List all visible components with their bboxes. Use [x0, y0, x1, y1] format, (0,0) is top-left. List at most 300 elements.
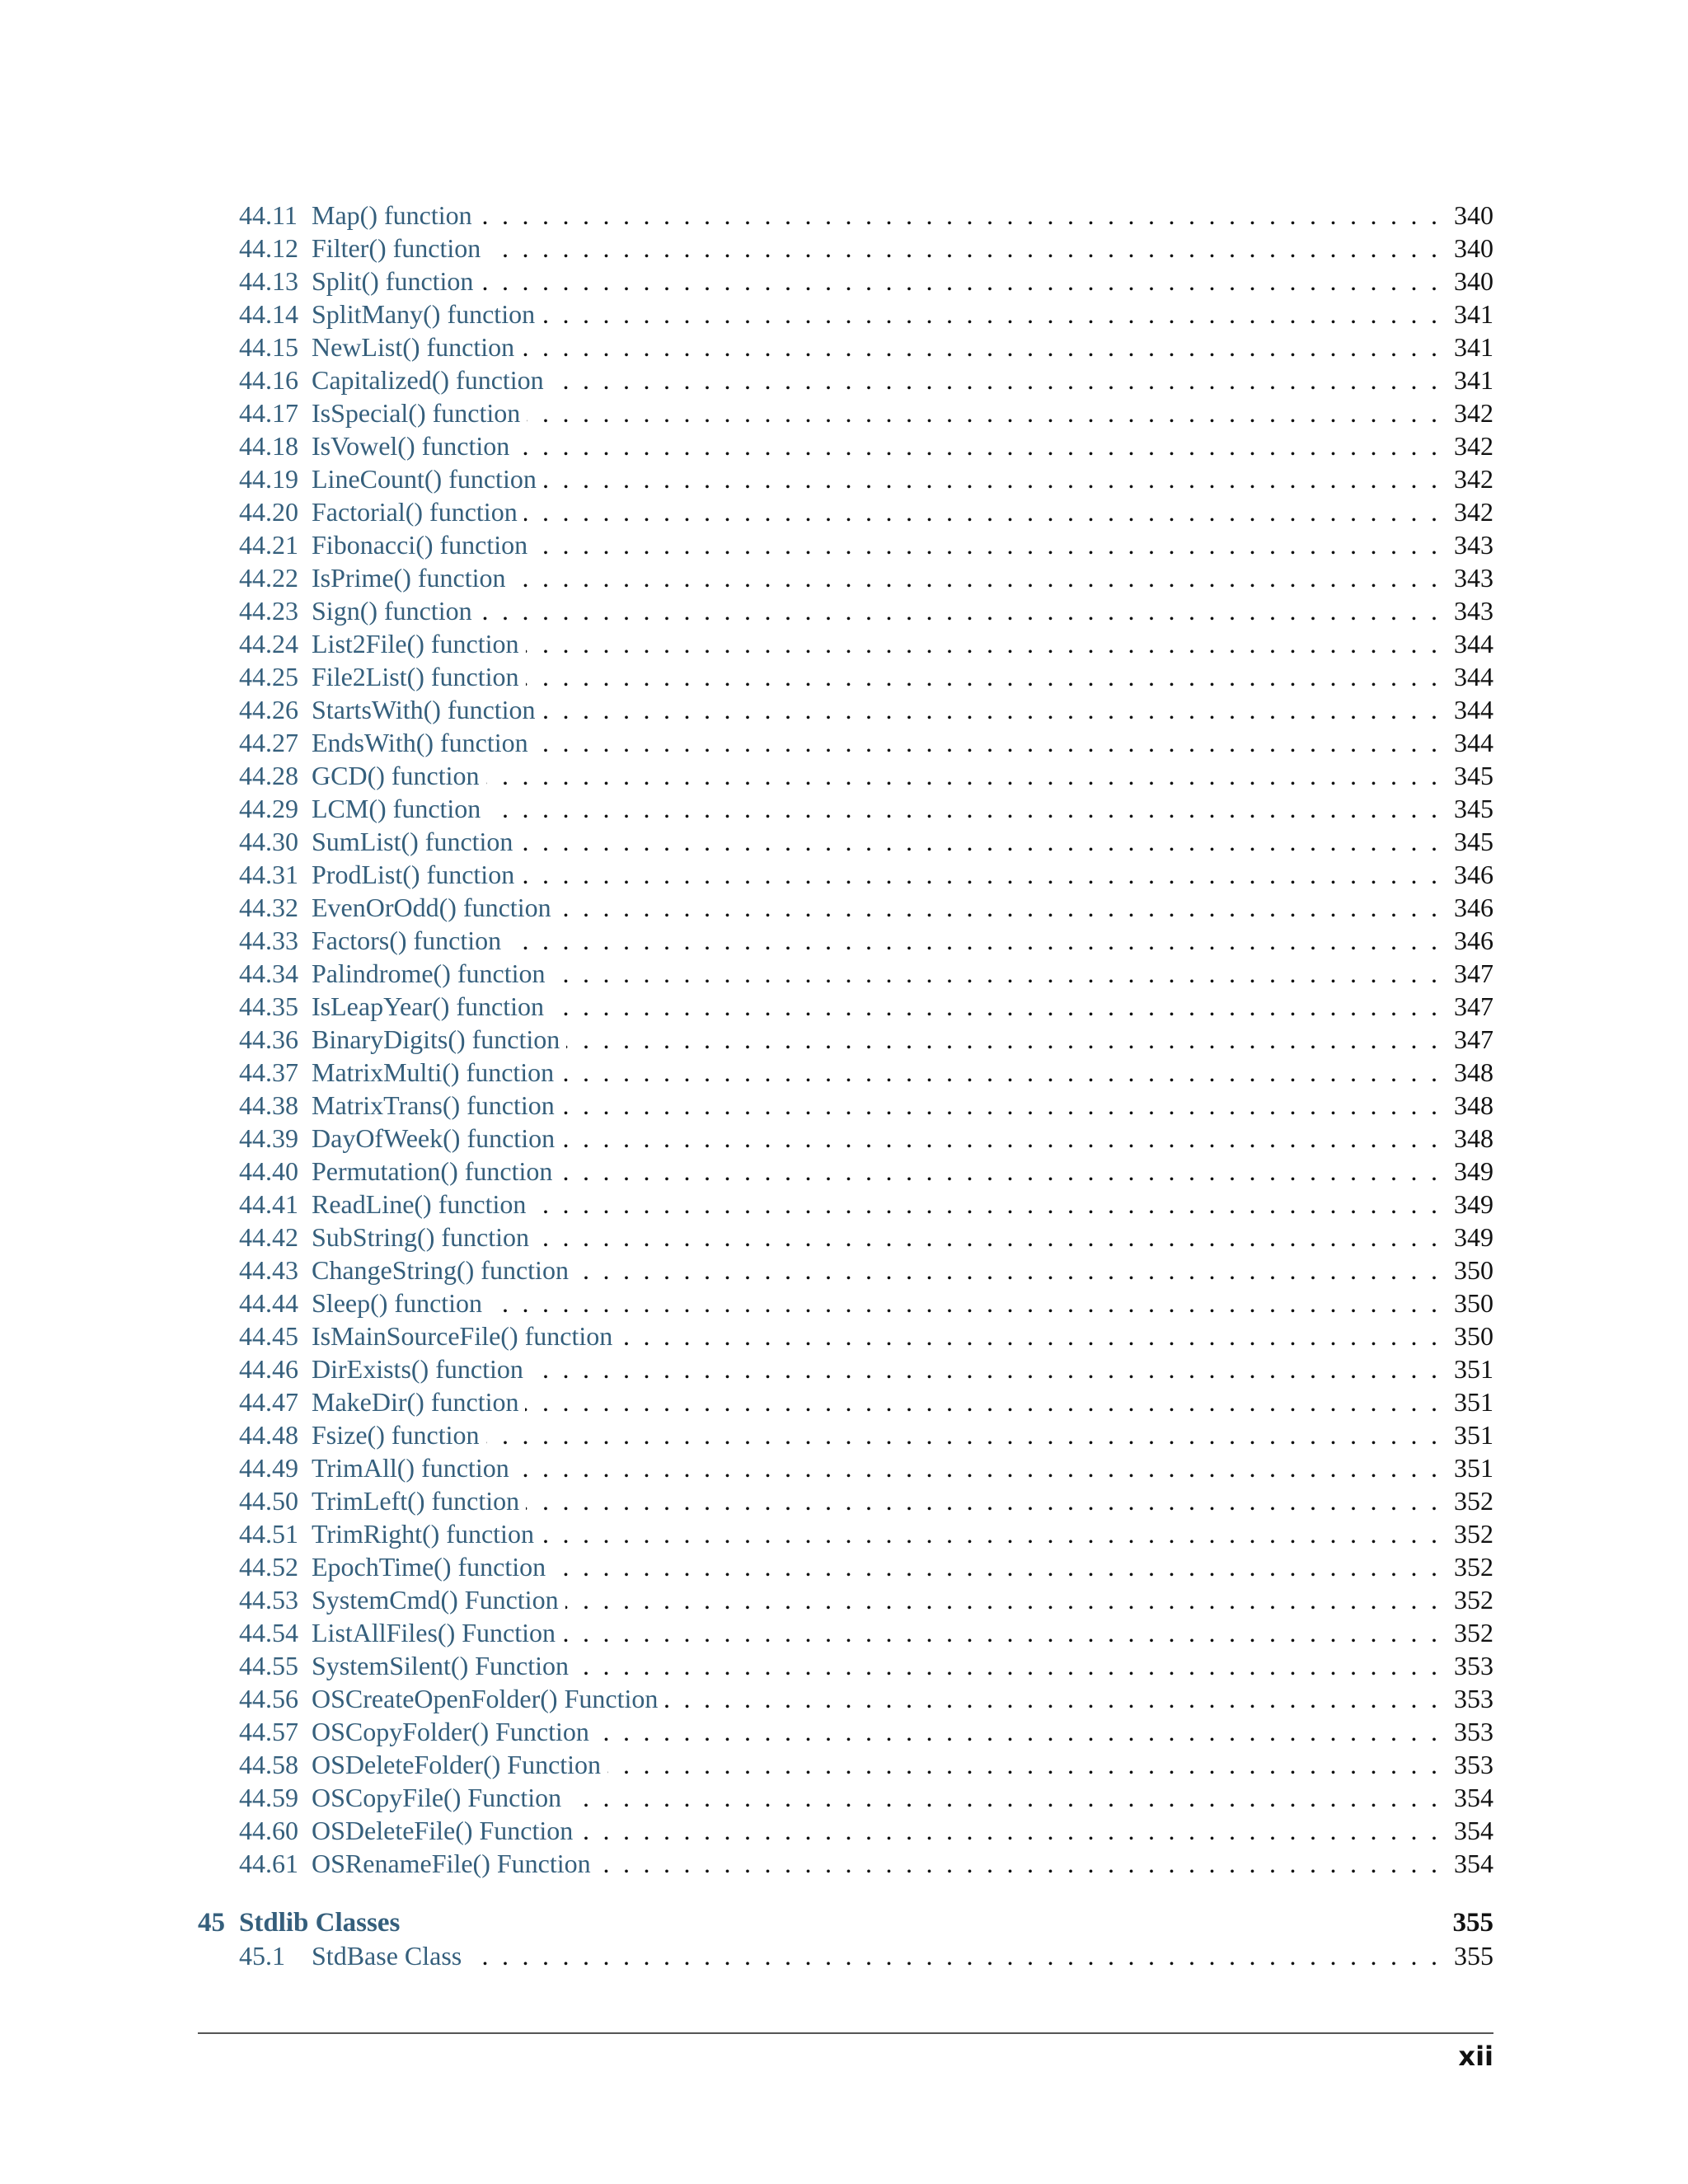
toc-entry-line	[239, 1155, 1493, 1188]
toc-entry-link[interactable]	[239, 330, 521, 363]
toc-entry-title: SystemSilent() Function	[312, 1651, 569, 1680]
toc-entry[interactable]	[198, 363, 1493, 396]
dot-leader	[579, 1814, 1437, 1847]
toc-entry-title: StdBase Class	[312, 1941, 462, 1971]
toc-entry-line	[239, 825, 1493, 858]
page-number: xii	[1458, 2041, 1493, 2072]
toc-entry[interactable]	[198, 232, 1493, 265]
toc-entry-link[interactable]	[239, 1319, 619, 1352]
toc-entry-line	[239, 1939, 1493, 1972]
toc-entry-number: 44.29	[239, 794, 298, 823]
toc-entry-number: 44.23	[239, 596, 298, 626]
toc-entry-line	[239, 990, 1493, 1023]
toc-entry-link[interactable]	[239, 1155, 559, 1188]
toc-entry-page-number: 343	[1437, 528, 1493, 561]
toc-entry-number: 44.20	[239, 497, 298, 527]
toc-entry[interactable]	[198, 1814, 1493, 1847]
dot-leader	[534, 528, 1437, 561]
toc-entry-title: File2List() function	[312, 662, 519, 691]
toc-entry-line	[239, 363, 1493, 396]
toc-entry[interactable]	[198, 1319, 1493, 1352]
dot-leader	[551, 363, 1437, 396]
toc-entry-number: 44.21	[239, 530, 298, 560]
toc-entry-line	[239, 265, 1493, 298]
toc-entry-link[interactable]	[239, 759, 486, 792]
toc-entry[interactable]	[198, 759, 1493, 792]
toc-entry-page-number: 347	[1437, 990, 1493, 1023]
toc-entry-line	[239, 495, 1493, 528]
toc-entry-line	[239, 528, 1493, 561]
dot-leader	[596, 1715, 1437, 1748]
toc-entry-line	[239, 1616, 1493, 1649]
toc-entry-line	[239, 1254, 1493, 1286]
dot-leader	[479, 594, 1437, 627]
toc-entry-number: 44.59	[239, 1783, 298, 1812]
toc-entry-line	[239, 1550, 1493, 1583]
toc-entry-link[interactable]	[239, 1418, 486, 1451]
toc-entry-title: Filter() function	[312, 233, 481, 263]
dot-leader	[526, 660, 1437, 693]
toc-entry-title: TrimAll() function	[312, 1453, 509, 1483]
toc-entry-link[interactable]	[239, 1221, 536, 1254]
toc-entry-number: 44.39	[239, 1123, 298, 1153]
toc-entry-page-number: 341	[1437, 330, 1493, 363]
toc-entry-number: 44.34	[239, 958, 298, 988]
toc-entry-title: Permutation() function	[312, 1156, 553, 1186]
toc-entry-link[interactable]	[239, 825, 519, 858]
dot-leader	[521, 330, 1437, 363]
toc-entry[interactable]	[198, 990, 1493, 1023]
toc-entry-page-number: 348	[1437, 1122, 1493, 1155]
toc-entry-link[interactable]	[239, 298, 542, 330]
footer-divider	[198, 2032, 1493, 2034]
toc-entry-title: LCM() function	[312, 794, 481, 823]
toc-entry-link[interactable]	[239, 1583, 565, 1616]
toc-entry-number: 44.18	[239, 431, 298, 461]
toc-entry[interactable]	[198, 330, 1493, 363]
toc-entry-title: StartsWith() function	[312, 695, 536, 724]
toc-entry-link[interactable]	[239, 1188, 532, 1221]
toc-entry-line	[239, 858, 1493, 891]
toc-entry-link[interactable]	[239, 1550, 552, 1583]
toc-entry-number: 44.44	[239, 1288, 298, 1318]
toc-entry-line	[239, 1715, 1493, 1748]
toc-entry[interactable]	[198, 1847, 1493, 1880]
toc-entry[interactable]	[198, 1550, 1493, 1583]
toc-entry[interactable]	[198, 1188, 1493, 1221]
toc-entry-page-number: 350	[1437, 1254, 1493, 1286]
toc-entry-title: ChangeString() function	[312, 1255, 569, 1285]
toc-entry[interactable]	[198, 1286, 1493, 1319]
toc-entry-title: IsMainSourceFile() function	[312, 1321, 613, 1351]
toc-entry-title: IsSpecial() function	[312, 398, 521, 428]
toc-entry-link[interactable]	[239, 1352, 530, 1385]
dot-leader	[480, 265, 1437, 298]
dot-leader	[575, 1649, 1437, 1682]
toc-entry[interactable]	[198, 858, 1493, 891]
toc-entry-page-number: 347	[1437, 957, 1493, 990]
toc-entry-line	[239, 1319, 1493, 1352]
toc-entry-title: OSCopyFile() Function	[312, 1783, 562, 1812]
toc-entry[interactable]	[198, 265, 1493, 298]
toc-entry-link[interactable]	[239, 1781, 568, 1814]
toc-entry-link[interactable]	[239, 1939, 468, 1972]
toc-entry-link[interactable]	[239, 1517, 541, 1550]
toc-entry-line	[239, 1814, 1493, 1847]
toc-entry-number: 44.31	[239, 860, 298, 889]
toc-entry-number: 44.46	[239, 1354, 298, 1384]
toc-entry-page-number: 351	[1437, 1418, 1493, 1451]
toc-entry-link[interactable]	[239, 1089, 561, 1122]
dot-leader	[561, 1122, 1437, 1155]
toc-entry-link[interactable]	[239, 1682, 664, 1715]
toc-entry-number: 44.15	[239, 332, 298, 362]
toc-entry-title: EvenOrOdd() function	[312, 893, 551, 922]
toc-entry-title: Capitalized() function	[312, 365, 544, 395]
toc-entry-line	[239, 1649, 1493, 1682]
toc-entry-number: 44.38	[239, 1090, 298, 1120]
toc-entry-page-number: 349	[1437, 1155, 1493, 1188]
toc-entry[interactable]	[198, 1056, 1493, 1089]
toc-entry-page-number: 352	[1437, 1484, 1493, 1517]
toc-entry-number: 44.53	[239, 1585, 298, 1615]
toc-entry-title: MakeDir() function	[312, 1387, 519, 1417]
toc-entry-link[interactable]	[239, 561, 513, 594]
toc-entry-number: 44.42	[239, 1222, 298, 1252]
toc-entry-title: IsLeapYear() function	[312, 991, 544, 1021]
toc-entry-line	[239, 1352, 1493, 1385]
toc-entry-number: 44.25	[239, 662, 298, 691]
toc-entry-line	[239, 1847, 1493, 1880]
dot-leader	[527, 396, 1437, 429]
toc-entry[interactable]	[198, 1583, 1493, 1616]
toc-entry-title: Palindrome() function	[312, 958, 546, 988]
toc-entry-title: SubString() function	[312, 1222, 529, 1252]
toc-entry[interactable]	[198, 1155, 1493, 1188]
toc-entry[interactable]	[198, 495, 1493, 528]
toc-entry-number: 44.50	[239, 1486, 298, 1516]
toc-entry-page-number: 354	[1437, 1814, 1493, 1847]
toc-entry-link[interactable]	[239, 627, 526, 660]
toc-entry-link[interactable]	[239, 429, 516, 462]
toc-entry-line	[239, 462, 1493, 495]
toc-entry-number: 44.11	[239, 200, 298, 230]
toc-entry-line	[239, 429, 1493, 462]
toc-entry-line	[239, 1385, 1493, 1418]
toc-entry[interactable]	[198, 627, 1493, 660]
toc-entry-line	[239, 1056, 1493, 1089]
toc-entry-title: ProdList() function	[312, 860, 515, 889]
dot-leader	[530, 1352, 1437, 1385]
dot-leader	[526, 627, 1437, 660]
toc-entry[interactable]	[198, 528, 1493, 561]
toc-entry[interactable]	[198, 924, 1493, 957]
toc-entry-title: OSRenameFile() Function	[312, 1849, 591, 1878]
toc-entry-link[interactable]	[239, 1847, 598, 1880]
toc-entry-title: TrimLeft() function	[312, 1486, 520, 1516]
toc-entry-title: LineCount() function	[312, 464, 537, 494]
toc-entry-line	[239, 1023, 1493, 1056]
toc-entry-link[interactable]	[239, 726, 535, 759]
toc-entry-page-number: 346	[1437, 858, 1493, 891]
toc-entry-title: GCD() function	[312, 761, 480, 790]
dot-leader	[516, 429, 1437, 462]
toc-entry-page-number: 353	[1437, 1715, 1493, 1748]
toc-entry-page-number: 343	[1437, 561, 1493, 594]
toc-entry-link[interactable]	[239, 1748, 607, 1781]
toc-entry[interactable]	[198, 1122, 1493, 1155]
toc-entry-page-number: 346	[1437, 924, 1493, 957]
dot-leader	[542, 298, 1437, 330]
toc-entry-link[interactable]	[239, 1385, 525, 1418]
toc-entry-link[interactable]	[239, 792, 487, 825]
toc-entry-page-number: 340	[1437, 232, 1493, 265]
dot-leader	[486, 1418, 1438, 1451]
dot-leader	[526, 1484, 1437, 1517]
dot-leader	[468, 1939, 1437, 1972]
toc-entry-page-number: 349	[1437, 1188, 1493, 1221]
toc-entry-link[interactable]	[239, 265, 480, 298]
toc-entry-number: 44.28	[239, 761, 298, 790]
dot-leader	[508, 924, 1437, 957]
toc-entry-page-number: 353	[1437, 1682, 1493, 1715]
dot-leader	[562, 1616, 1437, 1649]
toc-entry[interactable]	[198, 1939, 1493, 1972]
toc-entry[interactable]	[198, 1023, 1493, 1056]
toc-entry-number: 44.13	[239, 266, 298, 296]
toc-entry-link[interactable]	[239, 990, 551, 1023]
toc-entry-title: BinaryDigits() function	[312, 1024, 560, 1054]
toc-entry-page-number: 341	[1437, 363, 1493, 396]
toc-entry-title: TrimRight() function	[312, 1519, 534, 1549]
toc-entry-number: 44.17	[239, 398, 298, 428]
toc-entry-link[interactable]	[239, 495, 524, 528]
toc-entry-page-number: 352	[1437, 1583, 1493, 1616]
dot-leader	[598, 1847, 1437, 1880]
toc-entry-link[interactable]	[239, 693, 542, 726]
toc-entry-number: 44.12	[239, 233, 298, 263]
toc-entry-title: EndsWith() function	[312, 728, 528, 757]
toc-entry-number: 44.43	[239, 1255, 298, 1285]
toc-entry-page-number: 342	[1437, 396, 1493, 429]
toc-entry[interactable]	[198, 1385, 1493, 1418]
dot-leader	[568, 1781, 1437, 1814]
toc-entry-page-number: 345	[1437, 759, 1493, 792]
toc-entry[interactable]	[198, 1352, 1493, 1385]
toc-entry-page-number: 351	[1437, 1385, 1493, 1418]
toc-entry-page-number: 350	[1437, 1319, 1493, 1352]
dot-leader	[519, 825, 1437, 858]
toc-entry[interactable]	[198, 1748, 1493, 1781]
toc-entry-page-number: 352	[1437, 1517, 1493, 1550]
toc-entry-title: Map() function	[312, 200, 472, 230]
dot-leader	[487, 792, 1437, 825]
toc-entry-line	[239, 199, 1493, 232]
toc-entry[interactable]	[198, 1517, 1493, 1550]
toc-entry-link[interactable]	[239, 1254, 575, 1286]
toc-entry[interactable]	[198, 594, 1493, 627]
toc-entry-line	[239, 1583, 1493, 1616]
toc-entry-link[interactable]	[239, 858, 521, 891]
toc-entry-link[interactable]	[239, 232, 487, 265]
toc-entry-page-number: 340	[1437, 199, 1493, 232]
dot-leader	[560, 1056, 1437, 1089]
toc-entry-title: Split() function	[312, 266, 474, 296]
toc-entry-number: 44.58	[239, 1750, 298, 1779]
toc-entry[interactable]	[198, 891, 1493, 924]
toc-entry-title: OSDeleteFolder() Function	[312, 1750, 602, 1779]
toc-entry-title: MatrixTrans() function	[312, 1090, 555, 1120]
toc-entry[interactable]	[198, 693, 1493, 726]
dot-leader	[561, 1089, 1437, 1122]
toc-entry[interactable]	[198, 825, 1493, 858]
toc-entry-link[interactable]	[239, 528, 534, 561]
toc-entry-title: EpochTime() function	[312, 1552, 546, 1582]
toc-entry[interactable]	[198, 1451, 1493, 1484]
dot-leader	[516, 1451, 1437, 1484]
toc-entry-link[interactable]	[239, 1023, 566, 1056]
toc-entry-page-number: 344	[1437, 726, 1493, 759]
toc-entry[interactable]	[198, 462, 1493, 495]
toc-entry-title: ReadLine() function	[312, 1189, 527, 1219]
toc-entry-page-number: 348	[1437, 1089, 1493, 1122]
toc-entry-link[interactable]	[239, 199, 479, 232]
toc-entry-title: OSCreateOpenFolder() Function	[312, 1684, 659, 1713]
toc-entry-line	[239, 330, 1493, 363]
toc-entry-title: NewList() function	[312, 332, 515, 362]
toc-entry-page-number: 349	[1437, 1221, 1493, 1254]
toc-entry-page-number: 351	[1437, 1352, 1493, 1385]
toc-entry-number: 44.27	[239, 728, 298, 757]
toc-entry-page-number: 353	[1437, 1748, 1493, 1781]
toc-entry-line	[239, 1781, 1493, 1814]
toc-entry-number: 44.45	[239, 1321, 298, 1351]
toc-entry[interactable]	[198, 396, 1493, 429]
toc-entry-link[interactable]	[239, 660, 526, 693]
toc-entry[interactable]	[198, 1089, 1493, 1122]
toc-entry-link[interactable]	[239, 1715, 596, 1748]
toc-entry-number: 44.22	[239, 563, 298, 593]
dot-leader	[558, 891, 1437, 924]
toc-entry-line	[239, 561, 1493, 594]
toc-entry-link[interactable]	[239, 594, 479, 627]
toc-entry-line	[239, 726, 1493, 759]
toc-entry-line	[239, 1089, 1493, 1122]
toc-entry-link[interactable]	[239, 1056, 560, 1089]
toc-entry-page-number: 348	[1437, 1056, 1493, 1089]
toc-entry-link[interactable]	[239, 462, 543, 495]
toc-entry-page-number: 344	[1437, 660, 1493, 693]
toc-entry[interactable]	[198, 1418, 1493, 1451]
toc-entry-number: 44.40	[239, 1156, 298, 1186]
toc-entry-page-number: 346	[1437, 891, 1493, 924]
toc-entry[interactable]	[198, 1781, 1493, 1814]
toc-entry-page-number: 355	[1437, 1939, 1493, 1972]
toc-entry-page-number: 351	[1437, 1451, 1493, 1484]
toc-entry-number: 44.36	[239, 1024, 298, 1054]
toc-entry-link[interactable]	[239, 957, 551, 990]
toc-entry-line	[239, 1748, 1493, 1781]
toc-entry[interactable]	[198, 561, 1493, 594]
toc-chapter-45[interactable]	[198, 1906, 1493, 1939]
toc-entry-line	[239, 957, 1493, 990]
toc-entry[interactable]	[198, 957, 1493, 990]
dot-leader	[607, 1748, 1437, 1781]
toc-entry-line	[239, 298, 1493, 330]
toc-entry-link[interactable]	[239, 1484, 526, 1517]
toc-entry-page-number: 350	[1437, 1286, 1493, 1319]
dot-leader	[521, 858, 1437, 891]
toc-entry[interactable]	[198, 1649, 1493, 1682]
toc-entry-number: 44.16	[239, 365, 298, 395]
toc-entry-line	[239, 759, 1493, 792]
toc-entry-number: 44.55	[239, 1651, 298, 1680]
toc-entry-link[interactable]	[239, 1451, 516, 1484]
toc-entry[interactable]	[198, 199, 1493, 232]
toc-entry-title: List2File() function	[312, 629, 519, 658]
toc-entry[interactable]	[198, 792, 1493, 825]
toc-entry-title: IsVowel() function	[312, 431, 510, 461]
toc-entry-title: DirExists() function	[312, 1354, 523, 1384]
toc-entry[interactable]	[198, 1715, 1493, 1748]
toc-entry[interactable]	[198, 1254, 1493, 1286]
toc-entry-link[interactable]	[239, 396, 527, 429]
toc-entry-title: Sleep() function	[312, 1288, 483, 1318]
toc-entry-page-number: 344	[1437, 693, 1493, 726]
toc-entry-link[interactable]	[239, 1286, 489, 1319]
toc-entry-title: Sign() function	[312, 596, 472, 626]
toc-entry-number: 44.19	[239, 464, 298, 494]
toc-entry-link[interactable]	[239, 1814, 579, 1847]
toc-entry-number: 44.35	[239, 991, 298, 1021]
dot-leader	[559, 1155, 1437, 1188]
dot-leader	[565, 1583, 1437, 1616]
dot-leader	[551, 957, 1437, 990]
toc-entry-link[interactable]	[239, 1122, 561, 1155]
toc-entry[interactable]	[198, 298, 1493, 330]
toc-entry[interactable]	[198, 726, 1493, 759]
chapter-page-number: 355	[1452, 1908, 1493, 1938]
toc-section-45	[198, 1939, 1493, 1972]
toc-entry-link[interactable]	[239, 924, 508, 957]
toc-entry-line	[239, 891, 1493, 924]
toc-entry[interactable]	[198, 429, 1493, 462]
toc-entry-line	[239, 396, 1493, 429]
table-of-contents	[198, 199, 1493, 1972]
toc-entry-link[interactable]	[239, 363, 551, 396]
toc-entry-page-number: 352	[1437, 1616, 1493, 1649]
toc-entry-number: 44.54	[239, 1618, 298, 1647]
toc-entry-title: OSCopyFolder() Function	[312, 1717, 589, 1746]
toc-entry[interactable]	[198, 660, 1493, 693]
toc-entry[interactable]	[198, 1616, 1493, 1649]
toc-entry-page-number: 345	[1437, 792, 1493, 825]
toc-entry-title: OSDeleteFile() Function	[312, 1816, 574, 1845]
toc-entry-title: SplitMany() function	[312, 299, 536, 329]
toc-entry-number: 44.47	[239, 1387, 298, 1417]
toc-entry-title: SumList() function	[312, 827, 513, 856]
toc-entry-page-number: 353	[1437, 1649, 1493, 1682]
toc-entry[interactable]	[198, 1221, 1493, 1254]
dot-leader	[487, 232, 1437, 265]
dot-leader	[552, 1550, 1437, 1583]
toc-entry-link[interactable]	[239, 1616, 562, 1649]
toc-entry-link[interactable]	[239, 891, 558, 924]
toc-entry-line	[239, 1221, 1493, 1254]
toc-entry-link[interactable]	[239, 1649, 575, 1682]
toc-entry[interactable]	[198, 1484, 1493, 1517]
toc-entry[interactable]	[198, 1682, 1493, 1715]
